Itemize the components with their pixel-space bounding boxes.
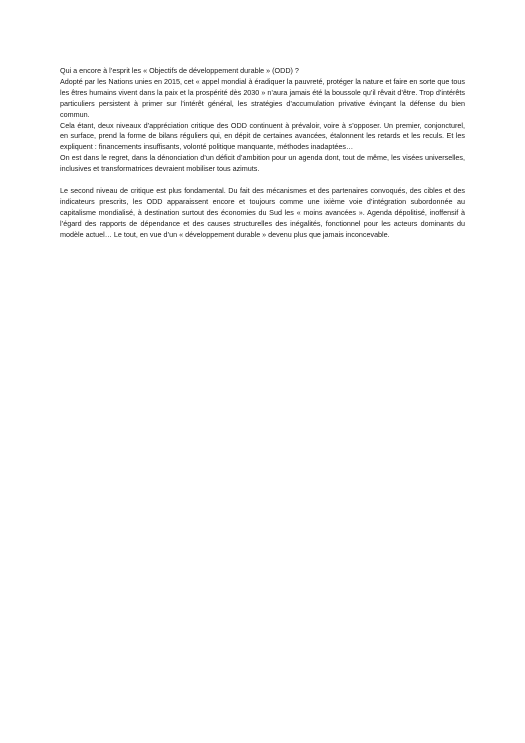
article-text <box>60 66 465 240</box>
paragraph-4: Le second niveau de critique est plus fondamental. Du fait des mécanismes et des partenaires convoqués, des cibles et des indicateurs prescrits, les ODD apparaissent encore et toujours comme une ixième voie d’intégration subordonnée au capitalisme mondialisé, à destination surtout des économies du Sud les « moins avancées ». Agenda dépolitisé, inoffensif à l’égard des rapports de dépendance et des causes structurelles des inégalités, fonctionnel pour les acteurs dominants du modèle actuel… Le tout, en vue d’un « développement durable » devenu plus que jamais inconcevable. <box>60 185 465 239</box>
document-title: Qui a encore à l’esprit les « Objectifs de développement durable » (ODD) ? <box>60 66 299 75</box>
paragraph-2: Cela étant, deux niveaux d’appréciation critique des ODD continuent à prévaloir, voire à s’opposer. Un premier, conjoncturel, en surface, prend la forme de bilans réguliers qui, en dépit de certaines avancées, étalonnent les retards et les reculs. Et les expliquent : financements insuffisants, volonté politique manquante, méthodes inadaptées… <box>60 120 465 152</box>
paragraph-1: Adopté par les Nations unies en 2015, cet « appel mondial à éradiquer la pauvreté, protéger la nature et faire en sorte que tous les êtres humains vivent dans la paix et la prospérité dès 2030 » n’aura jamais été la boussole qu’il rêvait d’être. Trop d’intérêts particuliers persistent à primer sur l’intérêt général, les stratégies d’accumulation privative évinçant la défense du bien commun. <box>60 76 465 119</box>
paragraph-3: On est dans le regret, dans la dénonciation d’un déficit d’ambition pour un agenda dont, tout de même, les visées universelles, inclusives et transformatrices devraient mobiliser tous azimuts. <box>60 153 465 174</box>
